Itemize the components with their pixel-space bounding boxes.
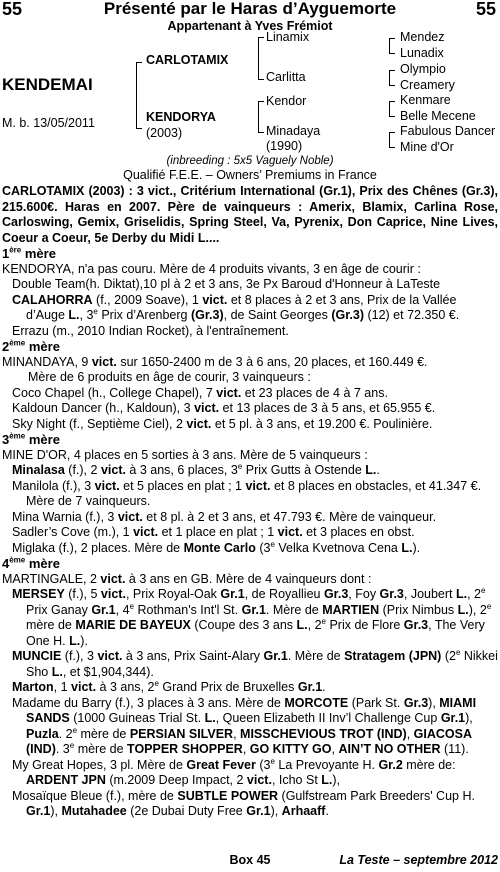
lot-number-right: 55: [475, 0, 496, 19]
produce-summary: Mère de 6 produits en âge de courir, 3 vainqueurs :: [28, 370, 311, 384]
pedigree-bracket: [258, 101, 259, 132]
gg-dam-3: Belle Mecene: [400, 109, 476, 123]
third-dam-heading: 3ème mère: [2, 431, 60, 447]
gg-dam-1: Lunadix: [400, 46, 444, 60]
second-dam-heading: 2ème mère: [2, 338, 60, 354]
dam-sire: Kendor: [266, 94, 307, 108]
box-number: Box 45: [229, 853, 271, 867]
pedigree-bracket: [258, 37, 259, 79]
horse-name: KENDEMAI: [2, 75, 93, 94]
gg-dam-4: Mine d'Or: [400, 140, 454, 154]
produce-line: CALAHORRA (f., 2009 Soave), 1 vict. et 8 places à 2 et 3 ans, Prix de la Vallée d’Auge L., 3e Prix d’Arenberg (Gr.3), de Saint Georges (Gr.3) (12) et 72.350 €.: [12, 292, 460, 322]
sire-sire: Linamix: [266, 30, 310, 44]
produce-line: Manilola (f.), 3 vict. et 5 places en plat ; 1 vict. et 8 places en obstacles, et 41.347 €. Mère de 7 vainqueurs.: [12, 478, 482, 508]
produce-line: Errazu (m., 2010 Indian Rocket), à l'entraînement.: [12, 323, 289, 338]
sale-venue: La Teste – septembre 2012: [339, 853, 498, 867]
produce-line: Double Team(h. Diktat),10 pl à 2 et 3 ans, 3e Px Baroud d'Honneur à LaTeste: [12, 277, 441, 291]
fourth-dam-heading: 4ème mère: [2, 555, 60, 571]
dam-dam: Minadaya: [266, 124, 321, 138]
pedigree-tick: [258, 101, 264, 102]
qualification-note: Qualifié F.E.E. – Owners’ Premiums in France: [123, 168, 377, 182]
produce-line: Miglaka (f.), 2 places. Mère de Monte Carlo (3e Velka Kvetnova Cena L.).: [12, 539, 421, 555]
pedigree-tick: [136, 62, 142, 63]
pedigree-tick: [258, 79, 264, 80]
sire-name: CARLOTAMIX: [146, 53, 229, 67]
winner-name: CALAHORRA: [12, 292, 93, 307]
pedigree-bracket: [389, 70, 395, 86]
consignor-title: Présenté par le Haras d’Ayguemorte: [103, 0, 397, 18]
pedigree-bracket: [389, 132, 395, 148]
pedigree-bracket: [389, 101, 395, 117]
pedigree-tick: [136, 128, 142, 129]
first-dam-intro: KENDORYA, n'a pas couru. Mère de 4 produits vivants, 3 en âge de courir :: [2, 261, 421, 276]
horse-bio: M. b. 13/05/2011: [2, 116, 95, 130]
pedigree-tick: [258, 132, 264, 133]
third-dam-intro: MINE D'OR, 4 places en 5 sorties à 3 ans. Mère de 5 vainqueurs :: [2, 447, 368, 462]
sire-record: CARLOTAMIX (2003) : 3 vict., Critérium International (Gr.1), Prix des Chênes (Gr.3), 215.600€. Haras en 2007. Père de vainqueurs : Amerix, Blamix, Carlina Rose, Carloswing, Gemix, Griselidis, Spring Steel, Va, Pyrenix, Don Caprice, Nine Lives, Coeur a Coeur, 5e Derby du Midi L....: [2, 184, 498, 245]
first-dam-heading: 1ère mère: [2, 245, 56, 261]
catalogue-body: [2, 184, 498, 820]
produce-line: Sadler’s Cove (m.), 1 vict. et 1 place en plat ; 1 vict. et 3 places en obst.: [12, 525, 415, 539]
gg-sire-3: Kenmare: [400, 93, 451, 107]
produce-line: Mosaïque Bleue (f.), mère de SUBTLE POWER (Gulfstream Park Breeders' Cup H. Gr.1), Mutahadee (2e Dubai Duty Free Gr.1), Arhaaff.: [12, 788, 475, 818]
produce-line: Coco Chapel (h., College Chapel), 7 vict. et 23 places de 4 à 7 ans.: [12, 385, 388, 400]
second-dam-intro: MINANDAYA, 9 vict. sur 1650-2400 m de 3 à 6 ans, 20 places, et 160.449 €.: [2, 354, 428, 369]
produce-line: Kaldoun Dancer (h., Kaldoun), 3 vict. et 13 places de 3 à 5 ans, et 65.955 €.: [12, 401, 436, 415]
produce-line: Marton, 1 vict. à 3 ans, 2e Grand Prix de Bruxelles Gr.1.: [12, 678, 326, 694]
owner-line: Appartenant à Yves Frémiot: [167, 19, 333, 33]
pedigree-tick: [258, 37, 264, 38]
lot-number-left: 55: [2, 0, 23, 19]
gg-sire-4: Fabulous Dancer: [400, 124, 496, 138]
dam-dam-year: (1990): [266, 139, 303, 153]
produce-line: Sky Night (f., Septième Ciel), 2 vict. et 5 pl. à 3 ans, et 19.200 €. Poulinière.: [12, 416, 433, 431]
produce-line: MUNCIE (f.), 3 vict. à 3 ans, Prix Saint-Alary Gr.1. Mère de Stratagem (JPN) (2e Nikkei Sho L., et $1,904,344).: [12, 647, 498, 679]
produce-line: Minalasa (f.), 2 vict. à 3 ans, 6 places, 3e Prix Gutts à Ostende L..: [12, 461, 380, 477]
dam-year: (2003): [146, 126, 183, 140]
sire-dam: Carlitta: [266, 70, 306, 84]
page-footer: [0, 853, 500, 871]
produce-line: Madame du Barry (f.), 3 places à 3 ans. Mère de MORCOTE (Park St. Gr.3), MIAMI SANDS (1000 Guineas Trial St. L., Queen Elizabeth II Inv’l Challenge Cup Gr.1), Puzla. 2e mère de PERSIAN SILVER, MISSCHEVIOUS TROT (IND), GIACOSA (IND). 3e mère de TOPPER SHOPPER, GO KITTY GO, AIN’T NO OTHER (11).: [12, 695, 477, 756]
dam-name: KENDORYA: [146, 110, 216, 124]
gg-sire-2: Olympio: [400, 62, 446, 76]
gg-dam-2: Creamery: [400, 78, 455, 92]
pedigree-bracket: [136, 62, 137, 128]
gg-sire-1: Mendez: [400, 30, 445, 44]
produce-line: My Great Hopes, 3 pl. Mère de Great Fever (3e La Prevoyante H. Gr.2 mère de: ARDENT JPN (m.2009 Deep Impact, 2 vict., Icho St L.),: [12, 756, 456, 787]
pedigree-bracket: [389, 38, 395, 54]
produce-line: MERSEY (f.), 5 vict., Prix Royal-Oak Gr.1, de Royallieu Gr.3, Foy Gr.3, Joubert L., 2e Prix Ganay Gr.1, 4e Rothman's Int'l St. Gr.1. Mère de MARTIEN (Prix Nimbus L.), 2e mère de MARIE DE BAYEUX (Coupe des 3 ans L., 2e Prix de Flore Gr.3, The Very One H. L.).: [12, 585, 492, 648]
inbreeding-note: (inbreeding : 5x5 Vaguely Noble): [166, 155, 334, 167]
fourth-dam-intro: MARTINGALE, 2 vict. à 3 ans en GB. Mère de 4 vainqueurs dont :: [2, 571, 372, 586]
produce-line: Mina Warnia (f.), 3 vict. et 8 pl. à 2 et 3 ans, et 47.793 €. Mère de vainqueur.: [12, 509, 437, 524]
